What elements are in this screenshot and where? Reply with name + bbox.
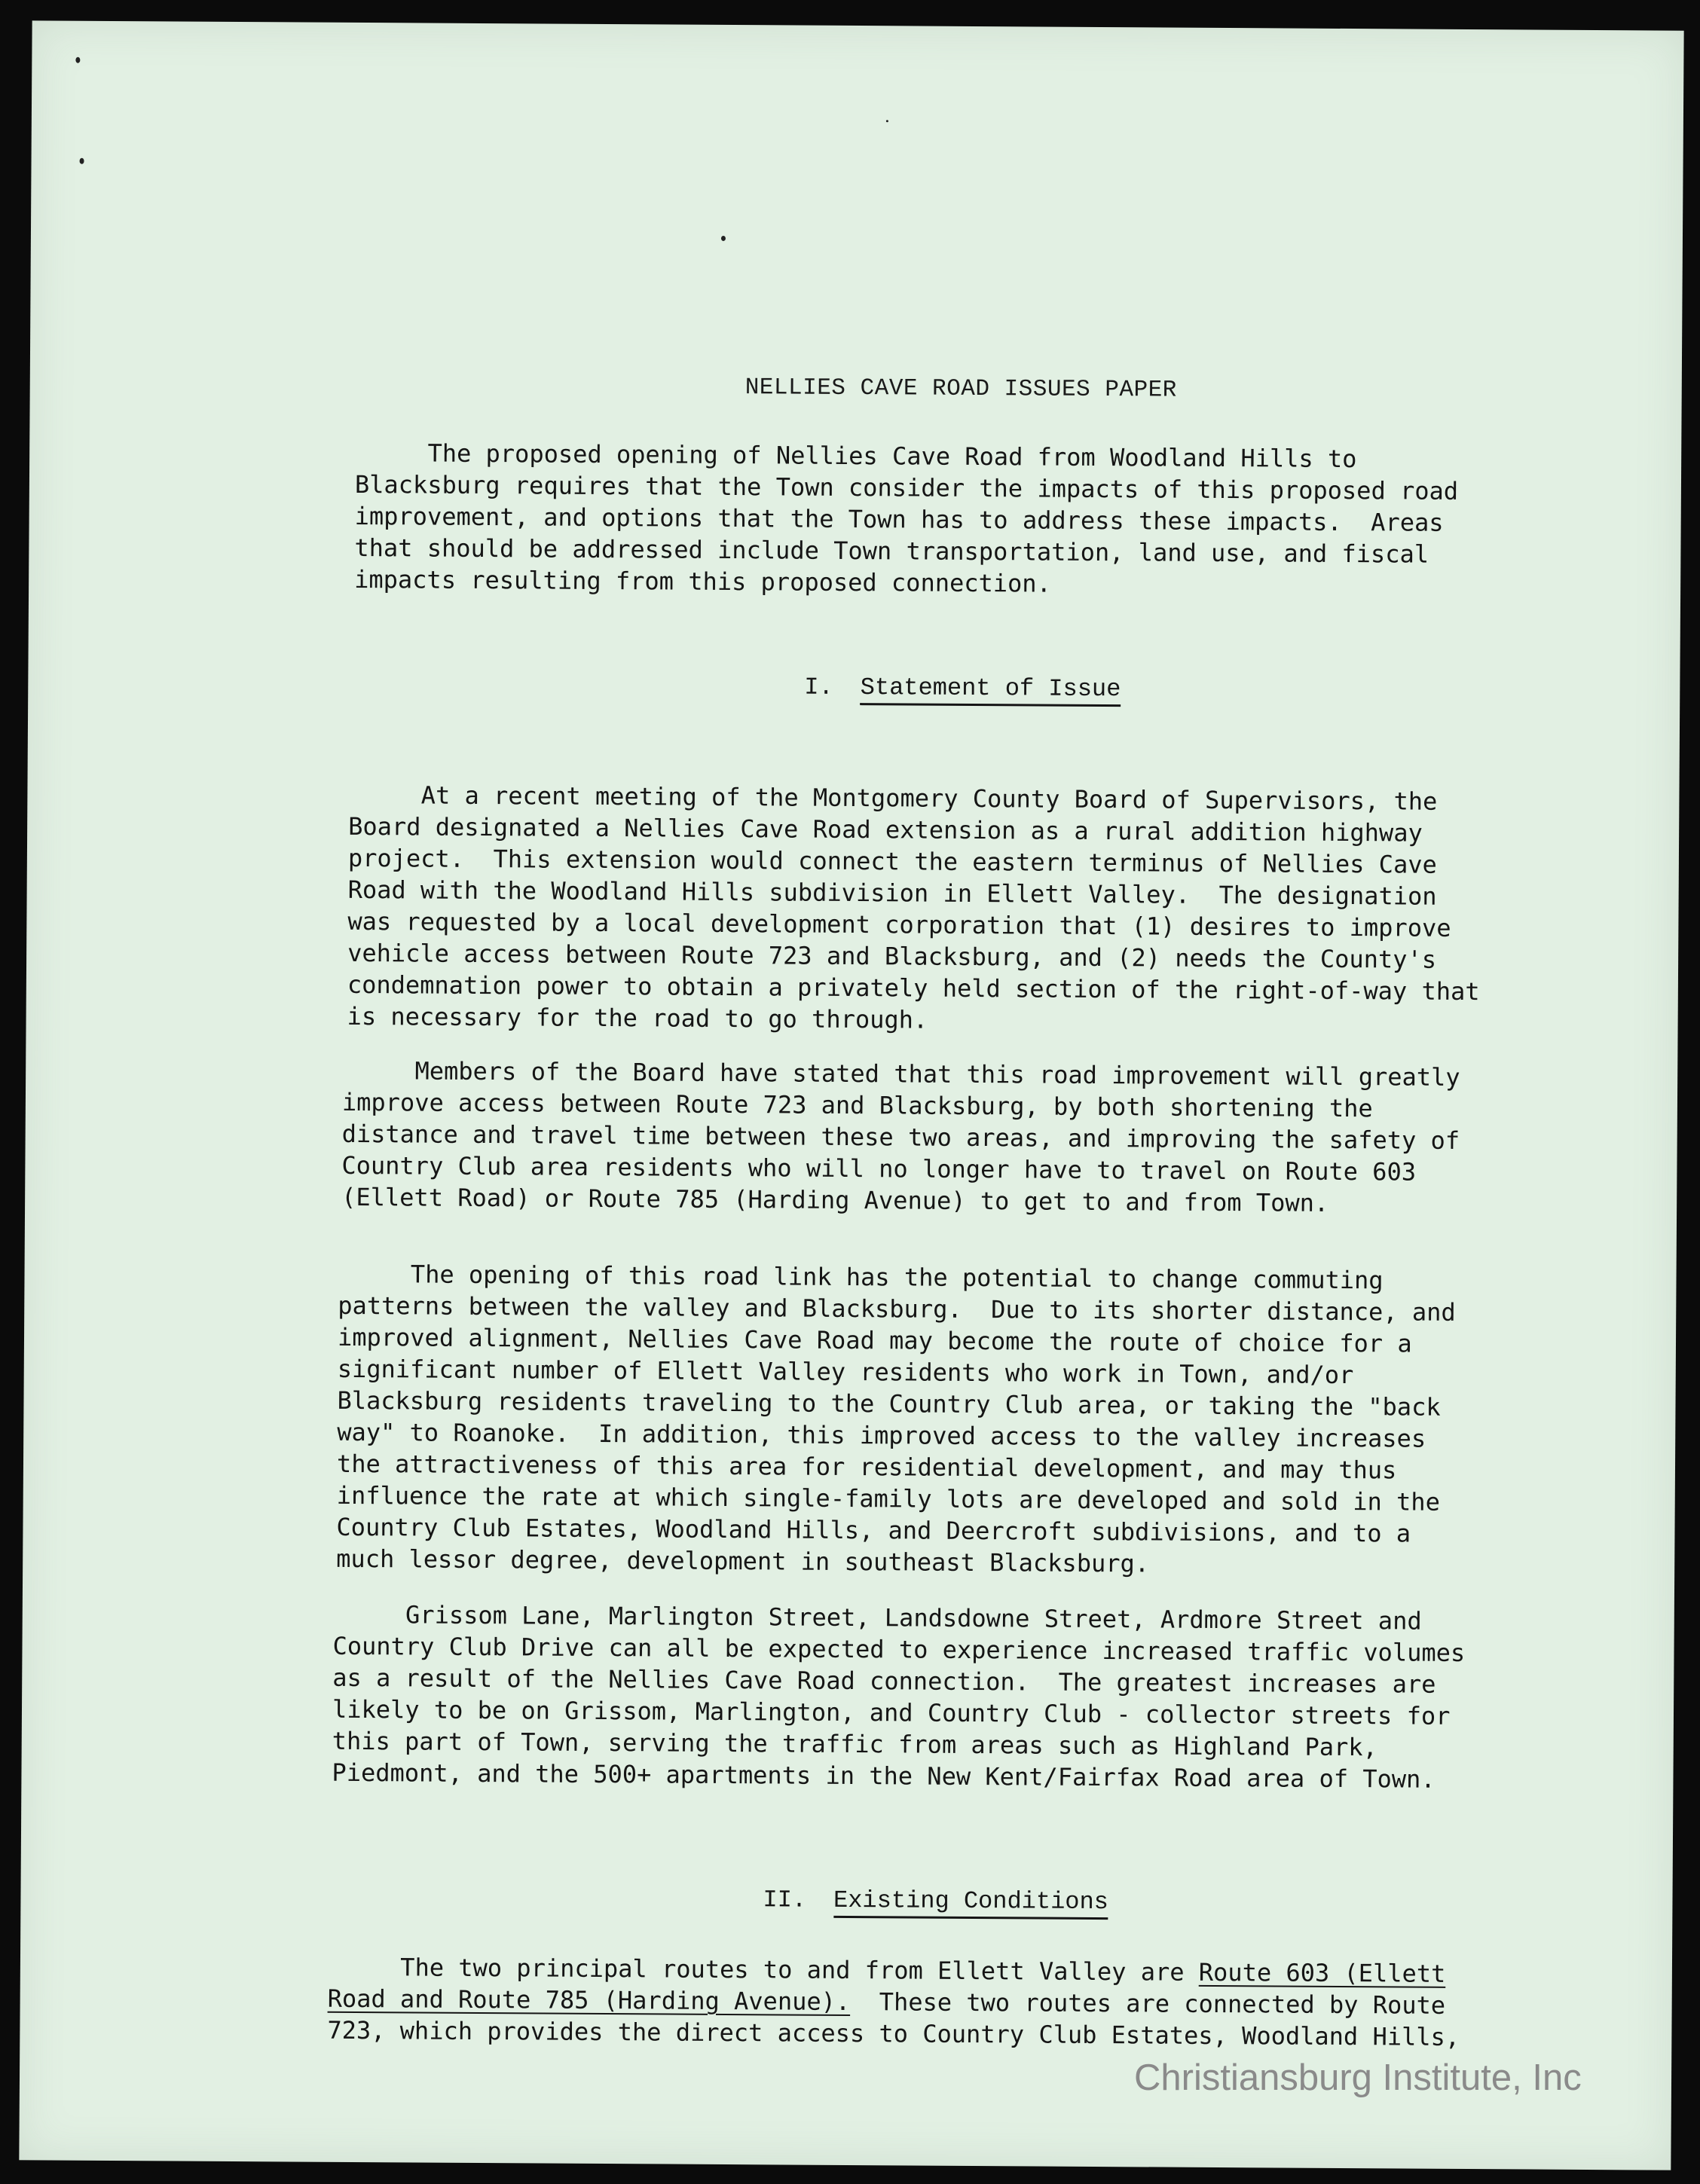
section-heading-existing-conditions — [763, 1886, 1108, 1916]
margin-speck — [886, 120, 888, 122]
body-paragraph: Members of the Board have stated that this road improvement will greatly improve access between Route 723 and Blacksburg, by both shortening the distance and travel time between these two areas, and improving the safety of Country Club area residents who will no longer have to travel on Route 603 (Ellett Road) or Route 785 (Harding Avenue) to get to and from Town. — [341, 1055, 1460, 1217]
margin-speck — [75, 57, 80, 63]
margin-speck — [80, 158, 84, 164]
body-paragraph: At a recent meeting of the Montgomery County Board of Supervisors, the Board designated a Nellies Cave Road extension as a rural addition highway project. This extension would connect the eastern terminus of Nellies Cave Road with the Woodland Hills subdivision in Ellett Valley. The designation was requested by a local development corporation that (1) desires to improve vehicle access between Route 723 and Blacksburg, and (2) needs the County's condemnation power to obtain a privately held section of the right-of-way that is necessary for the road to go through. — [347, 780, 1480, 1034]
margin-speck — [721, 236, 726, 241]
body-paragraph — [327, 1951, 1601, 2054]
section-title: Statement of Issue — [861, 674, 1121, 707]
section-heading-statement-of-issue — [804, 674, 1121, 704]
body-paragraph: The opening of this road link has the potential to change commuting patterns between the valley and Blacksburg. Due to its shorter distance, and improved alignment, Nellies Cave Road may become the route of choice for a significant number of Ellett Valley residents who work in Town, and/or Blacksburg residents traveling to the Country Club area, or taking the "back way" to Roanoke. In addition, this improved access to the valley increases the attractiveness of this area for residential development, and may thus influence the rate at which single-family lots are developed and sold in the Country Club Estates, Woodland Hills, and Deercroft subdivisions, and to a much lessor degree, development in southeast Blacksburg. — [336, 1259, 1456, 1578]
underlined-text: Route 603 (Ellett — [1198, 1957, 1446, 1988]
intro-paragraph: The proposed opening of Nellies Cave Road from Woodland Hills to Blacksburg requires that the Town consider the impacts of this proposed road improvement, and options that the Town has to address these impacts. Areas that should be addressed include Town transportation, land use, and fiscal impacts resulting from this proposed connection. — [354, 438, 1459, 598]
document-page — [19, 20, 1683, 2170]
section-number: II. — [763, 1886, 807, 1914]
section-title: Existing Conditions — [833, 1886, 1108, 1920]
text-run: These two routes are connected by Route 723, which provides the direct access to Country Club Estates, Woodland Hills, — [327, 1987, 1460, 2051]
watermark: Christiansburg Institute, Inc — [1134, 2057, 1582, 2098]
section-number: I. — [804, 673, 833, 701]
text-run: The two principal routes to and from Ellett Valley are — [327, 1952, 1199, 1987]
underlined-text: Road and Route 785 (Harding Avenue). — [327, 1984, 851, 2017]
document-title: NELLIES CAVE ROAD ISSUES PAPER — [745, 374, 1177, 404]
body-paragraph: Grissom Lane, Marlington Street, Landsdowne Street, Ardmore Street and Country Club Drive can all be expected to experience increased traffic volumes as a result of the Nellies Cave Road connection. The greatest increases are likely to be on Grissom, Marlington, and Country Club - collector streets for this part of Town, serving the traffic from areas such as Highland Park, Piedmont, and the 500+ apartments in the New Kent/Fairfax Road area of Town. — [332, 1599, 1466, 1794]
